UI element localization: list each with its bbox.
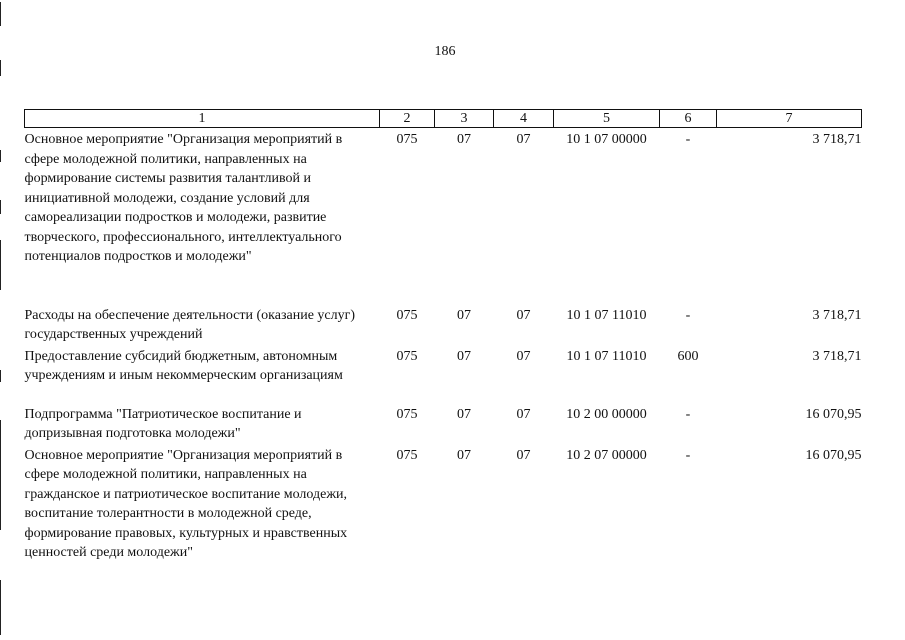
column-header: 2 xyxy=(380,110,435,128)
cell-target-article: 10 1 07 11010 xyxy=(566,307,647,323)
cell-code: 075 xyxy=(396,447,418,463)
item-name: Основное мероприятие "Организация мероприятий в сфере молодежной политики, направленных на формирование системы развития талантливой и инициативной молодежи, создание условий для самореализации подростков и молодежи, развитие творческого, профессионального, интеллектуального потенциалов подростков и молодежи" xyxy=(24,132,343,264)
table-row xyxy=(25,304,862,345)
cell-code: 075 xyxy=(396,307,418,323)
table-row xyxy=(25,345,862,403)
cell-amount: 3 718,71 xyxy=(812,132,862,147)
table-row xyxy=(25,444,862,564)
item-name: Расходы на обеспечение деятельности (оказание услуг) государственных учреждений xyxy=(24,307,356,342)
cell-target-article: 10 2 07 00000 xyxy=(566,447,647,463)
column-header: 6 xyxy=(660,110,717,128)
cell-expense-type: 600 xyxy=(677,348,699,364)
cell-code: 075 xyxy=(396,348,418,364)
item-name: Подпрограмма "Патриотическое воспитание и допризывная подготовка молодежи" xyxy=(24,406,302,441)
cell-expense-type: - xyxy=(685,307,691,323)
cell-subsection: 07 xyxy=(516,447,531,463)
cell-subsection: 07 xyxy=(516,132,531,147)
cell-target-article: 10 2 00 00000 xyxy=(566,406,647,422)
margin-mark xyxy=(0,370,1,382)
cell-target-article: 10 1 07 11010 xyxy=(566,348,647,364)
cell-section: 07 xyxy=(457,447,471,463)
cell-section: 07 xyxy=(457,132,471,147)
cell-code: 075 xyxy=(396,406,418,422)
page-number: 186 xyxy=(434,44,456,59)
column-header: 4 xyxy=(494,110,554,128)
cell-target-article: 10 1 07 00000 xyxy=(566,132,647,147)
cell-expense-type: - xyxy=(685,447,691,463)
column-header: 7 xyxy=(717,110,862,128)
budget-table xyxy=(24,109,862,564)
margin-mark xyxy=(0,420,1,530)
column-header: 1 xyxy=(25,110,380,128)
cell-subsection: 07 xyxy=(516,406,531,422)
margin-mark xyxy=(0,200,1,214)
margin-mark xyxy=(0,580,1,635)
margin-mark xyxy=(0,240,1,290)
cell-expense-type: - xyxy=(685,406,691,422)
margin-mark xyxy=(0,150,1,162)
column-header: 5 xyxy=(554,110,660,128)
cell-code: 075 xyxy=(396,132,418,147)
cell-amount: 16 070,95 xyxy=(805,447,862,463)
cell-amount: 3 718,71 xyxy=(812,307,862,323)
cell-amount: 3 718,71 xyxy=(812,348,862,364)
cell-subsection: 07 xyxy=(516,307,531,323)
cell-section: 07 xyxy=(457,307,471,323)
item-name: Предоставление субсидий бюджетным, автономным учреждениям и иным некоммерческим организациям xyxy=(24,348,343,383)
margin-mark xyxy=(0,2,1,26)
table-row xyxy=(25,403,862,444)
cell-amount: 16 070,95 xyxy=(805,406,862,422)
cell-subsection: 07 xyxy=(516,348,531,364)
margin-mark xyxy=(0,60,1,76)
cell-section: 07 xyxy=(457,406,471,422)
column-header: 3 xyxy=(435,110,494,128)
table-header-row xyxy=(25,110,862,128)
table-row xyxy=(25,128,862,304)
cell-expense-type: - xyxy=(685,132,691,147)
cell-section: 07 xyxy=(457,348,471,364)
item-name: Основное мероприятие "Организация мероприятий в сфере молодежной политики, направленных на гражданское и патриотическое воспитание молодежи, воспитание толерантности в молодежной среде, формирование правовых, культурных и нравственных ценностей среди молодежи" xyxy=(24,447,348,560)
